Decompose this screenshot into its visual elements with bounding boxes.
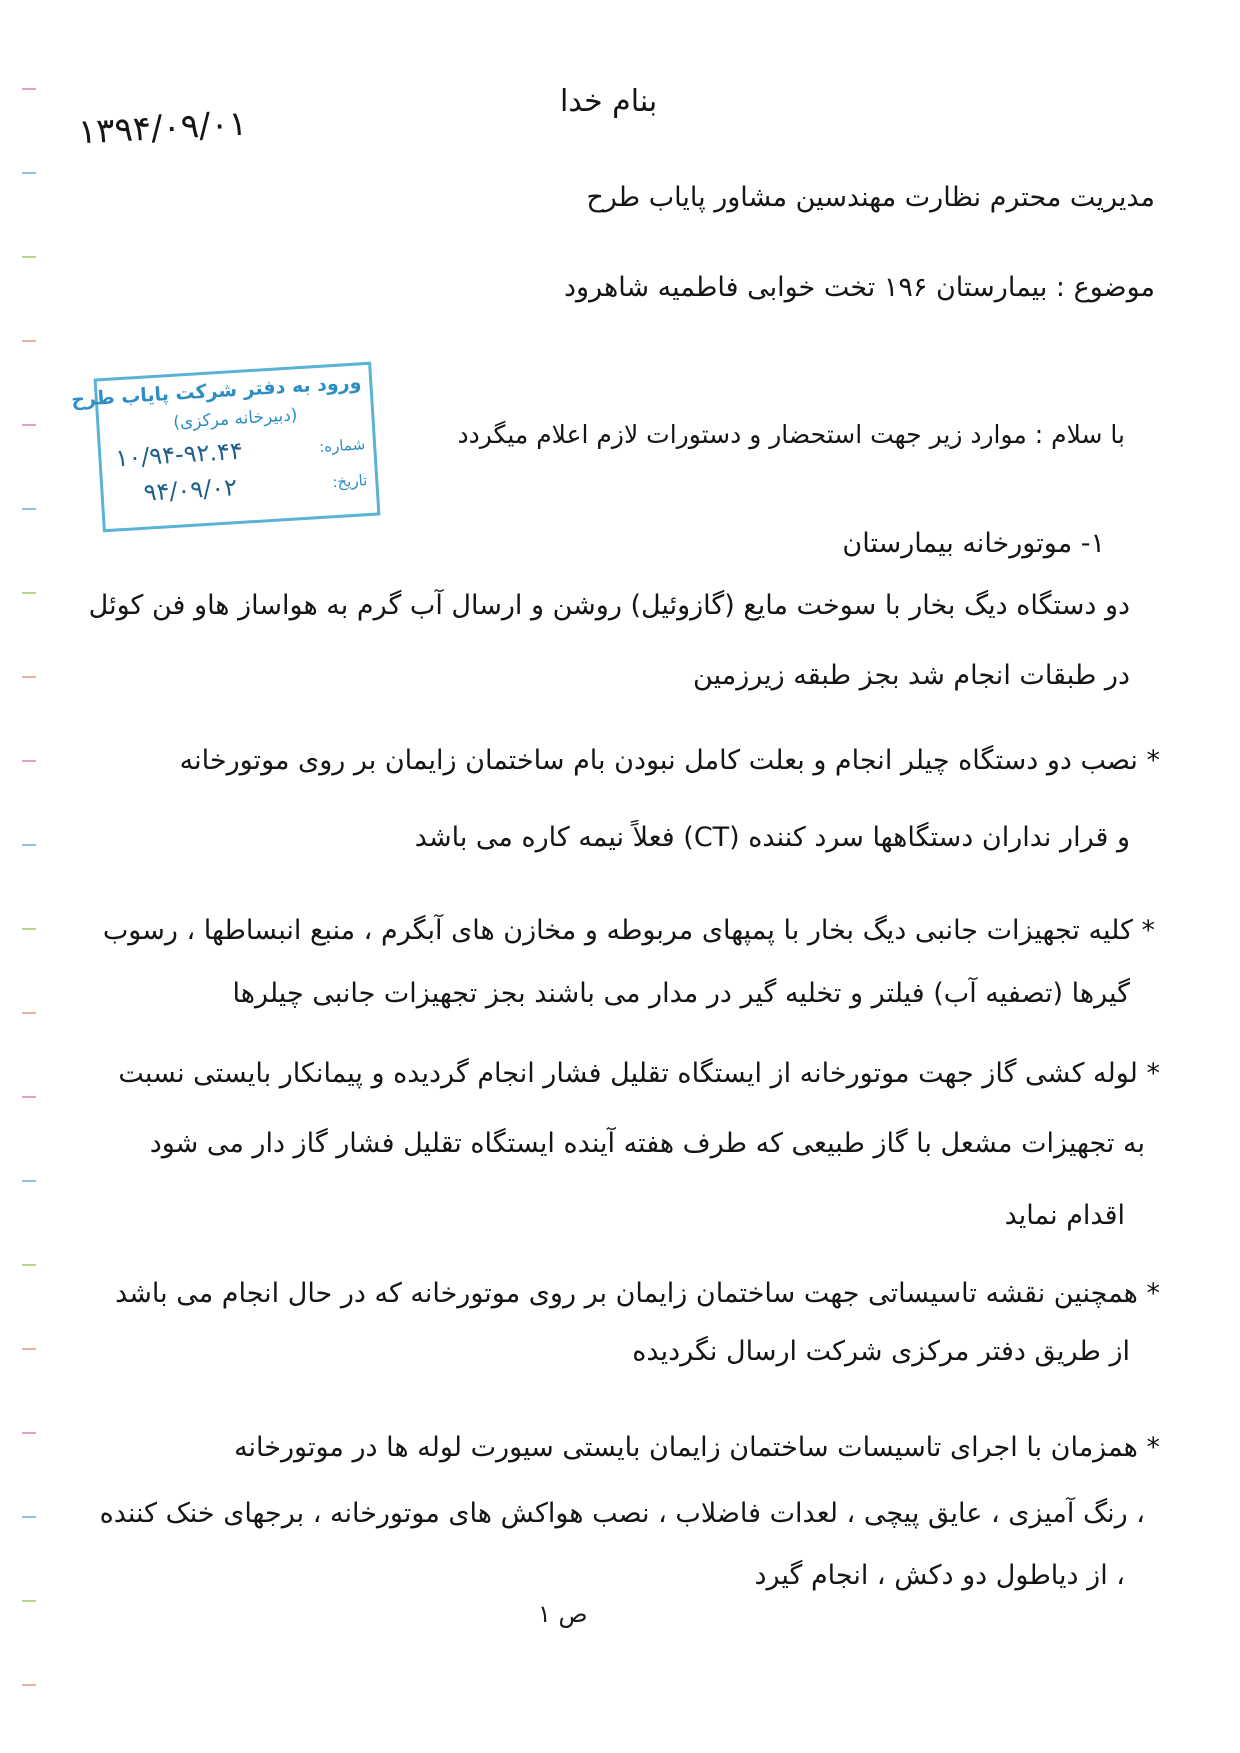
paragraph-line: از طریق دفتر مرکزی شرکت ارسال نگردیده xyxy=(632,1336,1130,1367)
paragraph-line: دو دستگاه دیگ بخار با سوخت مایع (گازوئیل) روشن و ارسال آب گرم به هواساز هاو فن کوئل xyxy=(88,590,1130,621)
paragraph-line: ، از دیاطول دو دکش ، انجام گیرد xyxy=(754,1560,1125,1591)
paragraph-line: * همچنین نقشه تاسیساتی جهت ساختمان زایمان بر روی موتورخانه که در حال انجام می باشد xyxy=(115,1278,1160,1309)
paragraph-line: به تجهیزات مشعل با گاز طبیعی که طرف هفته آینده ایستگاه تقلیل فشار گاز دار می شود xyxy=(149,1128,1145,1159)
letter-greeting: با سلام : موارد زیر جهت استحضار و دستورات لازم اعلام میگردد xyxy=(457,420,1125,449)
margin-tick xyxy=(22,88,36,90)
margin-tick xyxy=(22,676,36,678)
margin-tick xyxy=(22,1180,36,1182)
margin-tick xyxy=(22,340,36,342)
stamp-date-label: تاریخ: xyxy=(331,471,368,492)
paragraph-line: * همزمان با اجرای تاسیسات ساختمان زایمان بایستی سیورت لوله ها در موتورخانه xyxy=(234,1432,1160,1463)
margin-tick xyxy=(22,1600,36,1602)
margin-tick xyxy=(22,844,36,846)
margin-tick xyxy=(22,508,36,510)
paragraph-line: * نصب دو دستگاه چیلر انجام و بعلت کامل نبودن بام ساختمان زایمان بر روی موتورخانه xyxy=(179,745,1160,776)
margin-tick xyxy=(22,592,36,594)
paragraph-line: اقدام نماید xyxy=(1004,1200,1125,1231)
margin-tick xyxy=(22,1432,36,1434)
margin-tick xyxy=(22,1096,36,1098)
left-margin-marks xyxy=(22,0,42,1753)
margin-tick xyxy=(22,256,36,258)
paragraph-line: و قرار نداران دستگاهها سرد کننده (CT) فعلاً نیمه کاره می باشد xyxy=(414,822,1130,853)
paragraph-line: گیرها (تصفیه آب) فیلتر و تخلیه گیر در مدار می باشند بجز تجهیزات جانبی چیلرها xyxy=(232,978,1130,1009)
margin-tick xyxy=(22,1348,36,1350)
paragraph-line: در طبقات انجام شد بجز طبقه زیرزمین xyxy=(693,660,1130,691)
paragraph-line: ، رنگ آمیزی ، عایق پیچی ، لعدات فاضلاب ، نصب هواکش های موتورخانه ، برجهای خنک کننده xyxy=(99,1498,1145,1529)
margin-tick xyxy=(22,1516,36,1518)
page-number: ص ۱ xyxy=(538,1600,588,1628)
margin-tick xyxy=(22,928,36,930)
margin-tick xyxy=(22,1012,36,1014)
margin-tick xyxy=(22,172,36,174)
stamp-date-value: ۹۴/۰۹/۰۲ xyxy=(142,473,238,507)
letter-recipient: مدیریت محترم نظارت مهندسین مشاور پایاب طرح xyxy=(586,182,1155,213)
letter-heading: بنام خدا xyxy=(560,84,658,119)
section-1-title: ۱- موتورخانه بیمارستان xyxy=(842,528,1105,559)
margin-tick xyxy=(22,1684,36,1686)
margin-tick xyxy=(22,760,36,762)
stamp-title: ورود به دفتر شرکت پایاب طرح xyxy=(70,371,362,412)
paragraph-line: * کلیه تجهیزات جانبی دیگ بخار با پمپهای مربوطه و مخازن های آبگرم ، منبع انبساطها ، رسوب xyxy=(102,915,1155,946)
letter-date: ۱۳۹۴/۰۹/۰۱ xyxy=(77,103,248,153)
stamp-number-label: شماره: xyxy=(318,435,366,456)
stamp-subtitle: (دبیرخانه مرکزی) xyxy=(172,405,298,433)
paragraph-line: * لوله کشی گاز جهت موتورخانه از ایستگاه تقلیل فشار انجام گردیده و پیمانکار بایستی نسبت xyxy=(118,1058,1160,1089)
received-stamp xyxy=(70,362,381,533)
margin-tick xyxy=(22,424,36,426)
letter-subject: موضوع : بیمارستان ۱۹۶ تخت خوابی فاطمیه شاهرود xyxy=(564,272,1155,303)
margin-tick xyxy=(22,1264,36,1266)
stamp-number-value: ۱۰/۹۴-۹۲.۴۴ xyxy=(114,436,244,473)
